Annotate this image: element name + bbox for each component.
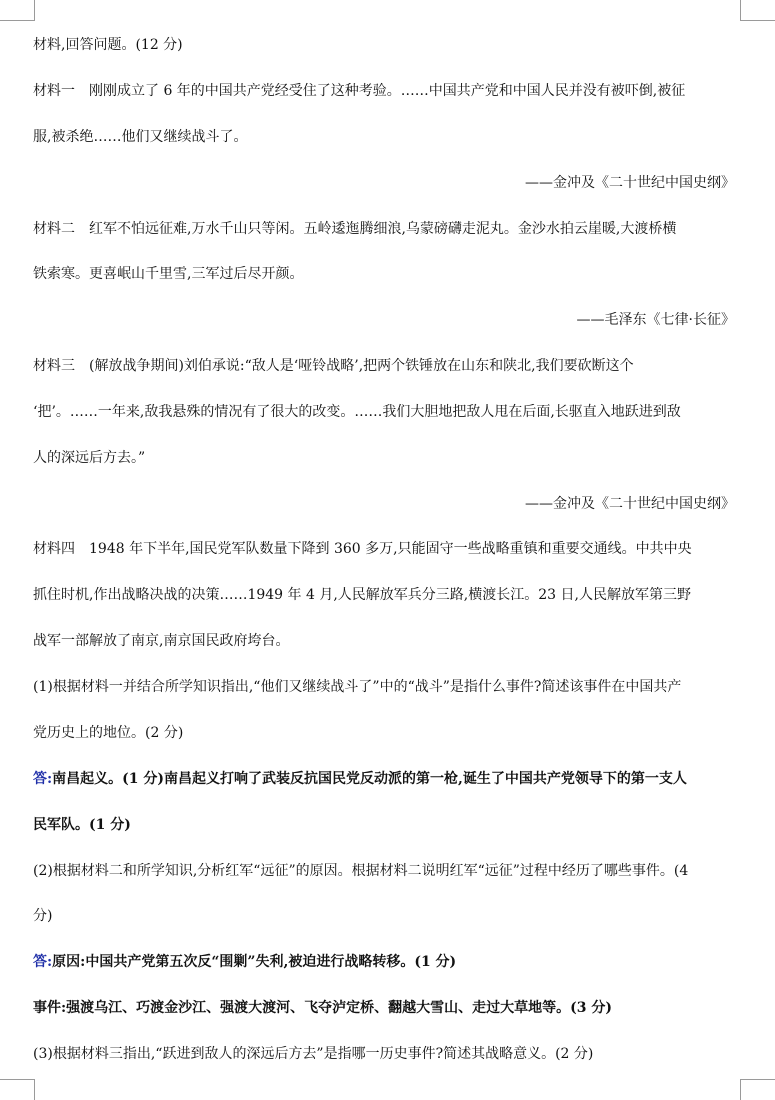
material-1-line-2: 服,被杀绝……他们又继续战斗了。 [33,129,248,145]
material-1-source: ——金冲及《二十世纪中国史纲》 [525,175,735,191]
material-4-line-3: 战军一部解放了南京,南京国民政府垮台。 [33,633,290,649]
answer-2-line-2: 事件:强渡乌江、巧渡金沙江、强渡大渡河、飞夺泸定桥、翻越大雪山、走过大草地等。(3 分) [33,1000,613,1016]
answer-label: 答: [33,771,53,787]
material-4-line-2: 抓住时机,作出战略决战的决策……1949 年 4 月,人民解放军兵分三路,横渡长江。23 日,人民解放军第三野 [33,587,691,603]
question-2-line-1: (2)根据材料二和所学知识,分析红军“远征”的原因。根据材料二说明红军“远征”过程中经历了哪些事件。(4 [33,863,689,879]
material-2-line-1: 材料二 红军不怕远征难,万水千山只等闲。五岭逶迤腾细浪,乌蒙磅礴走泥丸。金沙水拍云崖暖,大渡桥横 [33,221,677,237]
question-1-line-1: (1)根据材料一并结合所学知识指出,“他们又继续战斗了”中的“战斗”是指什么事件?简述该事件在中国共产 [33,679,682,695]
answer-label: 答: [33,954,53,970]
question-3-line-1: (3)根据材料三指出,“跃进到敌人的深远后方去”是指哪一历史事件?简述其战略意义。(2 分) [33,1046,594,1062]
crop-mark-top-left [0,0,35,21]
question-1-line-2: 党历史上的地位。(2 分) [33,725,184,741]
answer-2-text: 原因:中国共产党第五次反“围剿”失利,被迫进行战略转移。(1 分) [52,954,457,970]
answer-1-line-2: 民军队。(1 分) [33,817,131,833]
crop-mark-bottom-right [740,1079,775,1100]
question-intro: 材料,回答问题。(12 分) [33,37,183,53]
question-2-line-2: 分) [33,908,53,924]
material-2-line-2: 铁索寒。更喜岷山千里雪,三军过后尽开颜。 [33,266,304,282]
crop-mark-top-right [740,0,775,21]
answer-2-line-1 [33,952,456,972]
crop-mark-bottom-left [0,1079,35,1100]
material-1-line-1: 材料一 刚刚成立了 6 年的中国共产党经受住了这种考验。……中国共产党和中国人民并没有被吓倒,被征 [33,83,686,99]
material-3-line-3: 人的深远后方去。” [33,450,146,466]
answer-1-line-1 [33,769,687,789]
material-3-line-1: 材料三 (解放战争期间)刘伯承说:“敌人是‘哑铃战略’,把两个铁锤放在山东和陕北,我们要砍断这个 [33,358,634,374]
material-2-source: ——毛泽东《七律·长征》 [576,312,735,328]
material-3-line-2: ‘把’。……一年来,敌我悬殊的情况有了很大的改变。……我们大胆地把敌人甩在后面,长驱直入地跃进到敌 [33,404,681,420]
material-4-line-1: 材料四 1948 年下半年,国民党军队数量下降到 360 多万,只能固守一些战略重镇和重要交通线。中共中央 [33,541,692,557]
answer-1-text: 南昌起义。(1 分)南昌起义打响了武装反抗国民党反动派的第一枪,诞生了中国共产党领导下的第一支人 [52,771,687,787]
material-3-source: ——金冲及《二十世纪中国史纲》 [525,496,735,512]
